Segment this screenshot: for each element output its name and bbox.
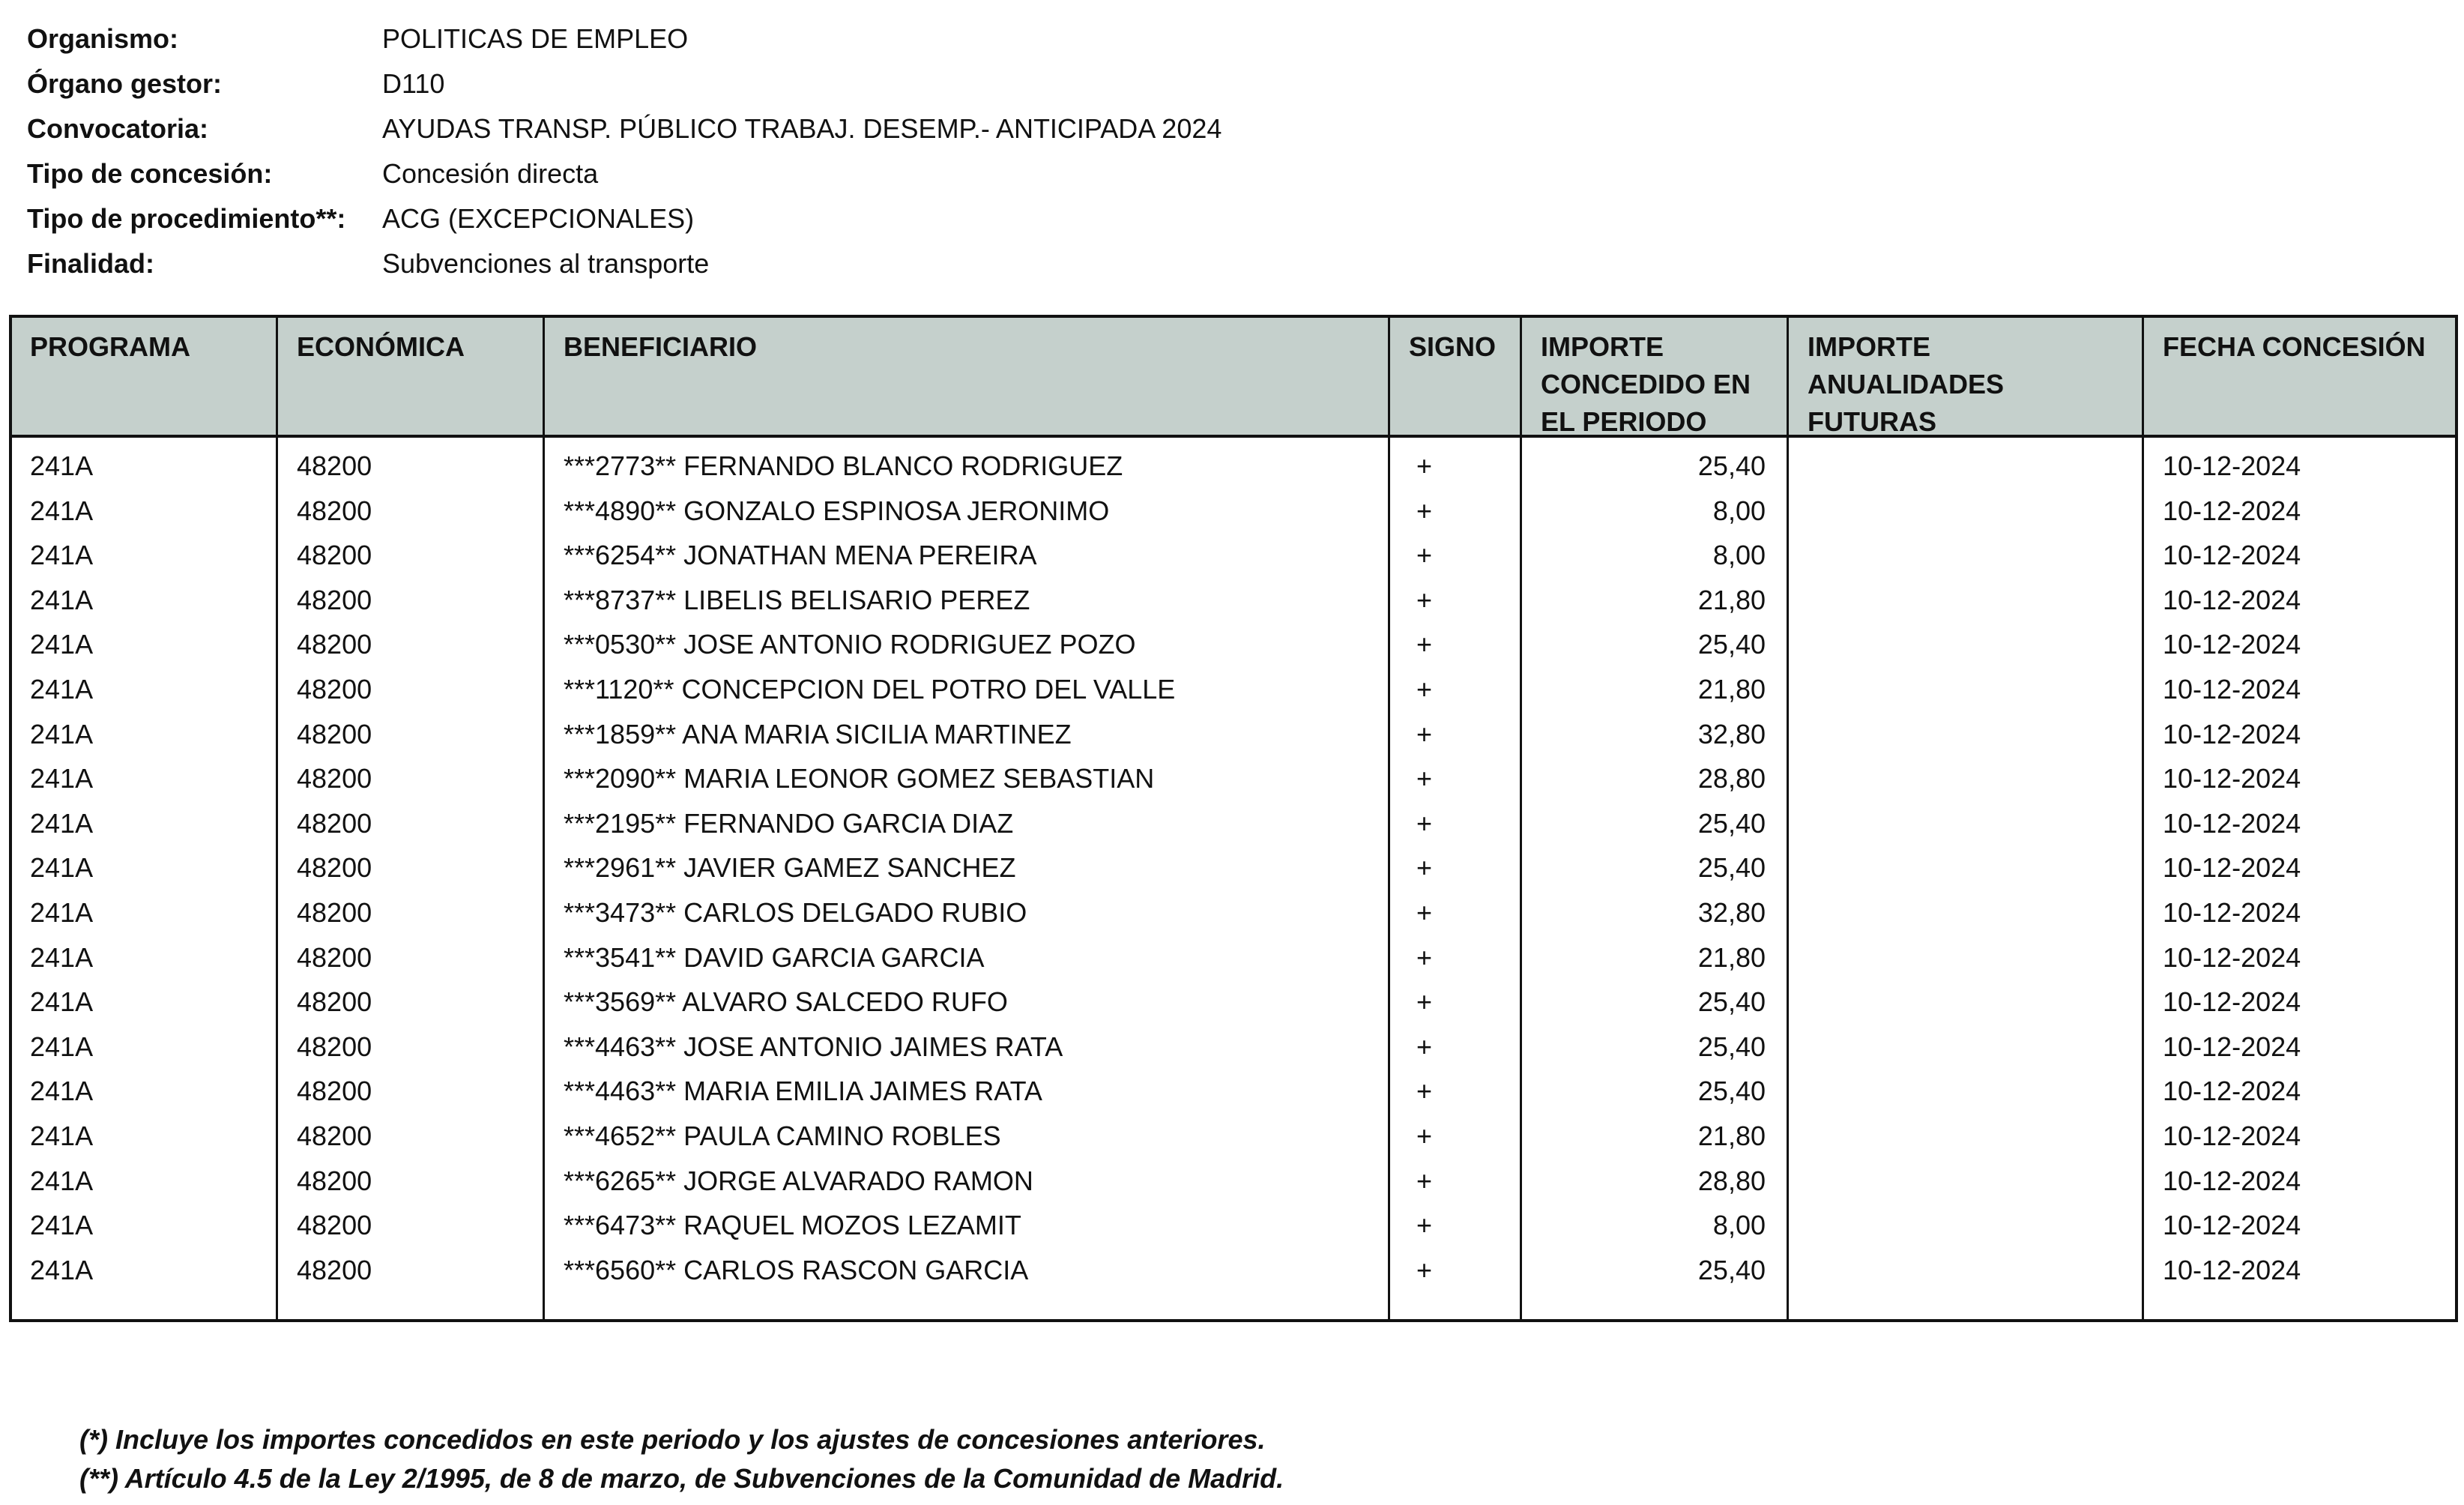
cell-fecha-concesion: 10-12-2024 [2163, 896, 2301, 928]
cell-fecha-concesion: 10-12-2024 [2163, 763, 2301, 794]
cell-programa: 241A [30, 763, 94, 794]
cell-importe-concedido: 25,40 [1697, 1254, 1766, 1285]
cell-economica: 48200 [297, 1210, 372, 1241]
cell-fecha-concesion: 10-12-2024 [2163, 584, 2301, 615]
cell-importe-concedido: 21,80 [1697, 673, 1766, 705]
cell-importe-concedido: 8,00 [1712, 495, 1766, 526]
cell-programa: 241A [30, 807, 94, 839]
cell-importe-concedido: 28,80 [1697, 763, 1766, 794]
meta-row-organismo [27, 16, 1222, 61]
cell-programa: 241A [30, 986, 94, 1018]
grants-table [9, 315, 2458, 1322]
cell-signo: + [1416, 540, 1433, 571]
cell-beneficiario: ***6473** RAQUEL MOZOS LEZAMIT [564, 1210, 1021, 1241]
cell-signo: + [1416, 1120, 1433, 1151]
meta-row-convocatoria [27, 106, 1222, 151]
meta-label: Tipo de procedimiento**: [27, 203, 346, 234]
meta-value: POLITICAS DE EMPLEO [382, 23, 689, 54]
table-body [12, 438, 2455, 1292]
cell-economica: 48200 [297, 1254, 372, 1285]
cell-economica: 48200 [297, 807, 372, 839]
cell-signo: + [1416, 584, 1433, 615]
cell-signo: + [1416, 896, 1433, 928]
cell-programa: 241A [30, 1076, 94, 1107]
cell-economica: 48200 [297, 450, 372, 481]
cell-importe-futuras [1808, 578, 2137, 623]
cell-economica: 48200 [297, 941, 372, 973]
column-header-beneficiario: BENEFICIARIO [564, 331, 758, 362]
cell-importe-concedido: 25,40 [1697, 986, 1766, 1018]
cell-beneficiario: ***2195** FERNANDO GARCIA DIAZ [564, 807, 1014, 839]
cell-signo: + [1416, 1076, 1433, 1107]
cell-economica: 48200 [297, 763, 372, 794]
cell-fecha-concesion: 10-12-2024 [2163, 629, 2301, 660]
cell-programa: 241A [30, 1210, 94, 1241]
cell-fecha-concesion: 10-12-2024 [2163, 1210, 2301, 1241]
meta-value: ACG (EXCEPCIONALES) [382, 203, 695, 234]
cell-fecha-concesion: 10-12-2024 [2163, 495, 2301, 526]
cell-importe-futuras [1808, 1114, 2137, 1159]
cell-beneficiario: ***3541** DAVID GARCIA GARCIA [564, 941, 985, 973]
cell-importe-futuras [1808, 1248, 2137, 1293]
cell-importe-futuras [1808, 712, 2137, 757]
cell-economica: 48200 [297, 852, 372, 884]
cell-programa: 241A [30, 495, 94, 526]
cell-programa: 241A [30, 1120, 94, 1151]
cell-signo: + [1416, 986, 1433, 1018]
cell-beneficiario: ***1120** CONCEPCION DEL POTRO DEL VALLE [564, 673, 1176, 705]
cell-beneficiario: ***6265** JORGE ALVARADO RAMON [564, 1165, 1033, 1196]
table-row [12, 1159, 2455, 1204]
cell-programa: 241A [30, 1031, 94, 1062]
cell-signo: + [1416, 718, 1433, 750]
cell-fecha-concesion: 10-12-2024 [2163, 1254, 2301, 1285]
cell-importe-futuras [1808, 756, 2137, 801]
cell-importe-concedido: 25,40 [1697, 852, 1766, 884]
cell-programa: 241A [30, 852, 94, 884]
meta-label: Órgano gestor: [27, 68, 223, 99]
cell-importe-futuras [1808, 444, 2137, 489]
table-header-row [12, 318, 2455, 438]
cell-importe-futuras [1808, 890, 2137, 935]
cell-importe-futuras [1808, 980, 2137, 1025]
cell-importe-futuras [1808, 801, 2137, 846]
cell-economica: 48200 [297, 584, 372, 615]
cell-beneficiario: ***3473** CARLOS DELGADO RUBIO [564, 896, 1027, 928]
cell-signo: + [1416, 673, 1433, 705]
cell-fecha-concesion: 10-12-2024 [2163, 1165, 2301, 1196]
cell-beneficiario: ***8737** LIBELIS BELISARIO PEREZ [564, 584, 1030, 615]
cell-importe-futuras [1808, 935, 2137, 980]
cell-importe-concedido: 8,00 [1712, 1210, 1766, 1241]
cell-importe-futuras [1808, 845, 2137, 890]
cell-beneficiario: ***4463** JOSE ANTONIO JAIMES RATA [564, 1031, 1063, 1062]
meta-row-finalidad [27, 241, 1222, 286]
cell-importe-futuras [1808, 489, 2137, 534]
cell-beneficiario: ***6254** JONATHAN MENA PEREIRA [564, 540, 1037, 571]
column-header-programa: PROGRAMA [30, 331, 190, 362]
meta-label: Finalidad: [27, 248, 154, 279]
cell-signo: + [1416, 450, 1433, 481]
cell-programa: 241A [30, 941, 94, 973]
cell-signo: + [1416, 763, 1433, 794]
column-header-importe-futuras: IMPORTE ANUALIDADES FUTURAS [1808, 331, 2005, 437]
cell-fecha-concesion: 10-12-2024 [2163, 450, 2301, 481]
footnote-ley: (**) Artículo 4.5 de la Ley 2/1995, de 8 de marzo, de Subvenciones de la Comunidad de Madrid. [79, 1463, 1284, 1494]
meta-value: D110 [382, 68, 445, 99]
cell-economica: 48200 [297, 718, 372, 750]
table-row [12, 980, 2455, 1025]
cell-programa: 241A [30, 1254, 94, 1285]
cell-fecha-concesion: 10-12-2024 [2163, 807, 2301, 839]
document-header [27, 16, 1222, 286]
cell-beneficiario: ***4652** PAULA CAMINO ROBLES [564, 1120, 1001, 1151]
cell-economica: 48200 [297, 1165, 372, 1196]
cell-importe-concedido: 32,80 [1697, 718, 1766, 750]
cell-fecha-concesion: 10-12-2024 [2163, 1120, 2301, 1151]
table-row [12, 444, 2455, 489]
cell-beneficiario: ***0530** JOSE ANTONIO RODRIGUEZ POZO [564, 629, 1136, 660]
column-header-economica: ECONÓMICA [297, 331, 465, 362]
table-row [12, 801, 2455, 846]
cell-economica: 48200 [297, 629, 372, 660]
cell-importe-futuras [1808, 533, 2137, 578]
table-row [12, 1203, 2455, 1248]
cell-signo: + [1416, 629, 1433, 660]
cell-importe-futuras [1808, 622, 2137, 667]
cell-signo: + [1416, 1254, 1433, 1285]
cell-fecha-concesion: 10-12-2024 [2163, 1076, 2301, 1107]
column-header-fecha-concesion: FECHA CONCESIÓN [2163, 331, 2426, 362]
meta-label: Organismo: [27, 23, 179, 54]
table-row [12, 622, 2455, 667]
meta-value: AYUDAS TRANSP. PÚBLICO TRABAJ. DESEMP.- ANTICIPADA 2024 [382, 113, 1222, 144]
cell-signo: + [1416, 807, 1433, 839]
cell-beneficiario: ***2090** MARIA LEONOR GOMEZ SEBASTIAN [564, 763, 1155, 794]
cell-importe-concedido: 21,80 [1697, 1120, 1766, 1151]
cell-importe-concedido: 21,80 [1697, 941, 1766, 973]
cell-economica: 48200 [297, 1031, 372, 1062]
cell-importe-concedido: 28,80 [1697, 1165, 1766, 1196]
cell-importe-futuras [1808, 1203, 2137, 1248]
table-row [12, 1248, 2455, 1293]
table-row [12, 712, 2455, 757]
meta-row-tipo-procedimiento [27, 196, 1222, 241]
table-row [12, 489, 2455, 534]
meta-value: Subvenciones al transporte [382, 248, 710, 279]
cell-beneficiario: ***3569** ALVARO SALCEDO RUFO [564, 986, 1008, 1018]
meta-row-organo-gestor [27, 61, 1222, 106]
cell-importe-futuras [1808, 1159, 2137, 1204]
table-row [12, 533, 2455, 578]
cell-economica: 48200 [297, 986, 372, 1018]
cell-importe-concedido: 25,40 [1697, 1076, 1766, 1107]
cell-importe-concedido: 25,40 [1697, 450, 1766, 481]
meta-row-tipo-concesion [27, 151, 1222, 196]
cell-importe-concedido: 8,00 [1712, 540, 1766, 571]
cell-programa: 241A [30, 540, 94, 571]
cell-beneficiario: ***4890** GONZALO ESPINOSA JERONIMO [564, 495, 1110, 526]
cell-signo: + [1416, 1031, 1433, 1062]
column-header-importe-concedido: IMPORTE CONCEDIDO EN EL PERIODO [1541, 331, 1751, 437]
cell-signo: + [1416, 852, 1433, 884]
footnote-importes: (*) Incluye los importes concedidos en este periodo y los ajustes de concesiones anteriores. [79, 1424, 1266, 1455]
cell-programa: 241A [30, 1165, 94, 1196]
table-row [12, 845, 2455, 890]
cell-programa: 241A [30, 629, 94, 660]
cell-fecha-concesion: 10-12-2024 [2163, 852, 2301, 884]
cell-signo: + [1416, 1165, 1433, 1196]
table-row [12, 1069, 2455, 1114]
meta-label: Convocatoria: [27, 113, 209, 144]
cell-fecha-concesion: 10-12-2024 [2163, 986, 2301, 1018]
meta-value: Concesión directa [382, 158, 599, 189]
cell-signo: + [1416, 495, 1433, 526]
cell-importe-concedido: 25,40 [1697, 807, 1766, 839]
cell-beneficiario: ***6560** CARLOS RASCON GARCIA [564, 1254, 1029, 1285]
cell-importe-futuras [1808, 1069, 2137, 1114]
column-header-signo: SIGNO [1409, 331, 1497, 362]
cell-economica: 48200 [297, 1120, 372, 1151]
cell-beneficiario: ***2961** JAVIER GAMEZ SANCHEZ [564, 852, 1016, 884]
cell-economica: 48200 [297, 495, 372, 526]
meta-label: Tipo de concesión: [27, 158, 273, 189]
cell-economica: 48200 [297, 540, 372, 571]
cell-programa: 241A [30, 718, 94, 750]
cell-fecha-concesion: 10-12-2024 [2163, 673, 2301, 705]
table-row [12, 578, 2455, 623]
cell-beneficiario: ***1859** ANA MARIA SICILIA MARTINEZ [564, 718, 1072, 750]
cell-economica: 48200 [297, 896, 372, 928]
cell-fecha-concesion: 10-12-2024 [2163, 1031, 2301, 1062]
cell-beneficiario: ***4463** MARIA EMILIA JAIMES RATA [564, 1076, 1042, 1107]
table-row [12, 756, 2455, 801]
cell-signo: + [1416, 941, 1433, 973]
table-row [12, 667, 2455, 712]
cell-programa: 241A [30, 673, 94, 705]
cell-importe-futuras [1808, 1025, 2137, 1070]
cell-programa: 241A [30, 896, 94, 928]
cell-fecha-concesion: 10-12-2024 [2163, 540, 2301, 571]
table-row [12, 890, 2455, 935]
cell-programa: 241A [30, 584, 94, 615]
cell-beneficiario: ***2773** FERNANDO BLANCO RODRIGUEZ [564, 450, 1123, 481]
cell-importe-concedido: 21,80 [1697, 584, 1766, 615]
cell-economica: 48200 [297, 1076, 372, 1107]
cell-programa: 241A [30, 450, 94, 481]
cell-importe-concedido: 32,80 [1697, 896, 1766, 928]
cell-economica: 48200 [297, 673, 372, 705]
cell-importe-concedido: 25,40 [1697, 1031, 1766, 1062]
table-row [12, 935, 2455, 980]
cell-importe-futuras [1808, 667, 2137, 712]
cell-fecha-concesion: 10-12-2024 [2163, 718, 2301, 750]
cell-signo: + [1416, 1210, 1433, 1241]
table-row [12, 1025, 2455, 1070]
footnotes [79, 1420, 1284, 1498]
table-row [12, 1114, 2455, 1159]
cell-importe-concedido: 25,40 [1697, 629, 1766, 660]
cell-fecha-concesion: 10-12-2024 [2163, 941, 2301, 973]
